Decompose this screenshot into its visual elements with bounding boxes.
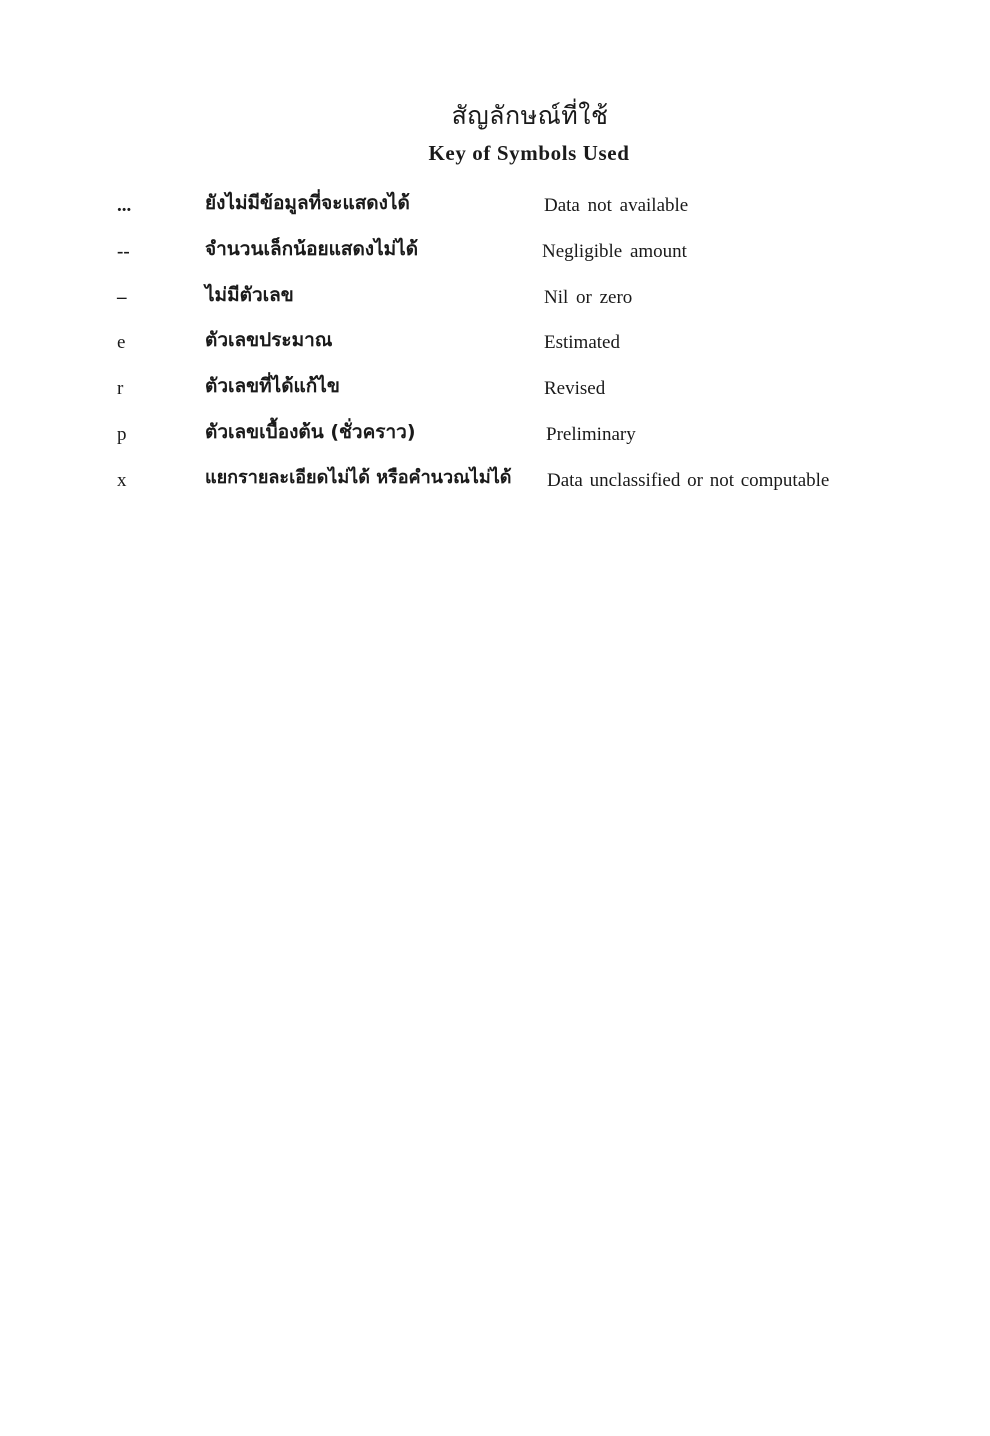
symbol-thai-description: ตัวเลขเบื้องต้น (ชั่วคราว) — [205, 421, 416, 443]
symbol-thai-description: ยังไม่มีข้อมูลที่จะแสดงได้ — [205, 192, 410, 214]
symbol-row-estimated — [0, 327, 990, 359]
symbol-row-unclassified — [0, 465, 990, 497]
symbol-row-preliminary — [0, 419, 990, 451]
symbol-row-not-available — [0, 190, 990, 222]
symbol-mark: – — [117, 287, 127, 308]
symbol-mark: e — [117, 332, 126, 353]
symbol-english-description: Data unclassified or not computable — [547, 470, 830, 491]
symbol-mark: r — [117, 378, 124, 399]
symbol-english-description: Estimated — [544, 332, 620, 353]
symbol-thai-description: ตัวเลขประมาณ — [205, 329, 333, 351]
symbol-english-description: Negligible amount — [542, 241, 687, 262]
symbol-row-revised — [0, 373, 990, 405]
symbol-english-description: Revised — [544, 378, 606, 399]
symbol-thai-description: ตัวเลขที่ได้แก้ไข — [205, 375, 340, 397]
symbol-thai-description: แยกรายละเอียดไม่ได้ หรือคำนวณไม่ได้ — [205, 467, 512, 488]
symbol-mark: x — [117, 470, 127, 491]
symbol-thai-description: จำนวนเล็กน้อยแสดงไม่ได้ — [205, 238, 419, 260]
symbol-english-description: Nil or zero — [544, 287, 633, 308]
symbol-mark: -- — [117, 241, 130, 262]
symbol-english-description: Data not available — [544, 195, 689, 216]
symbol-english-description: Preliminary — [546, 424, 636, 445]
symbol-row-negligible — [0, 236, 990, 268]
symbol-thai-description: ไม่มีตัวเลข — [205, 284, 294, 306]
symbol-row-nil-zero — [0, 282, 990, 314]
symbol-mark: ... — [117, 195, 132, 216]
page-title-thai: สัญลักษณ์ที่ใช้ — [451, 101, 609, 130]
page-title-english: Key of Symbols Used — [428, 141, 630, 165]
symbol-mark: p — [117, 424, 127, 445]
